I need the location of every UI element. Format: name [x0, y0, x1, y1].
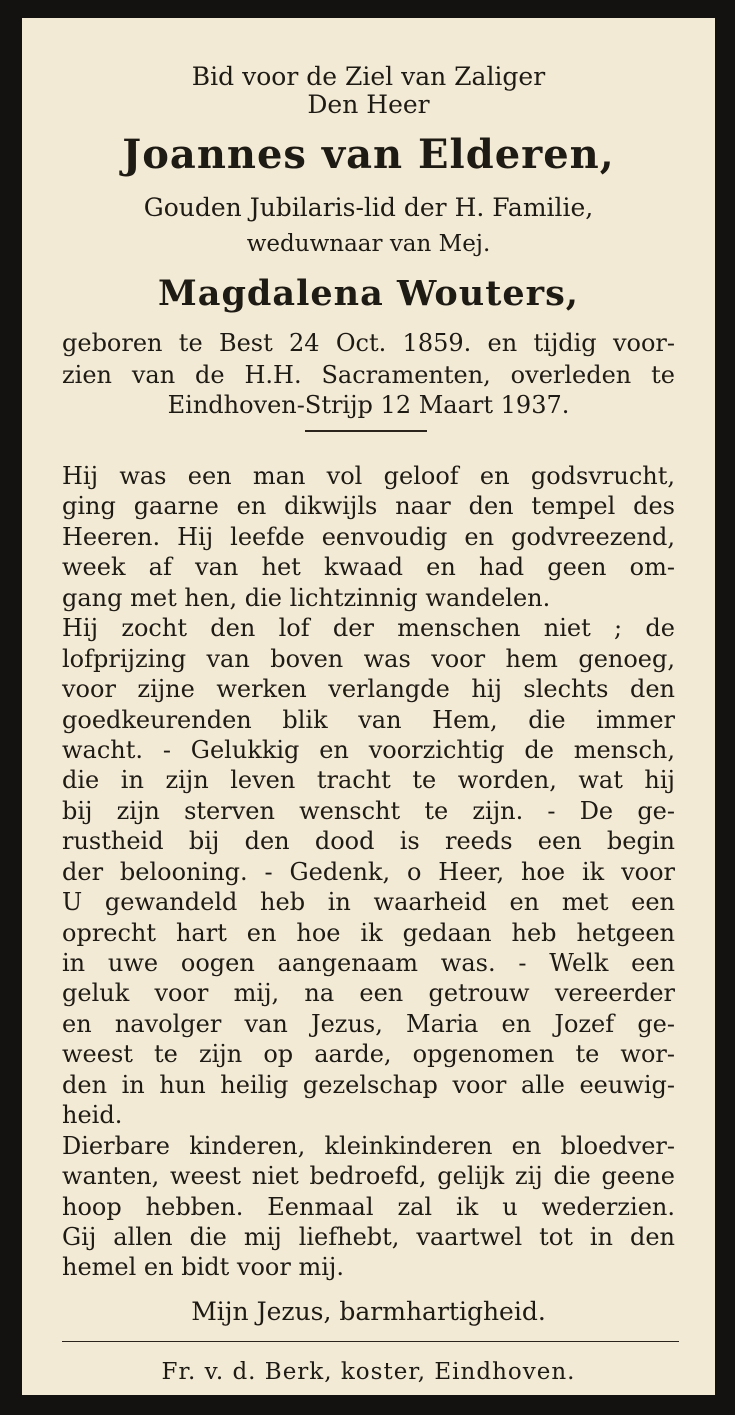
text-line: Dierbare kinderen, kleinkinderen en bloedver- [62, 1131, 675, 1160]
birth-line-3: Eindhoven-Strijp 12 Maart 1937. [167, 391, 570, 419]
widower-line: weduwnaar van Mej. [246, 231, 491, 257]
spouse-name: Magdalena Wouters, [158, 273, 579, 314]
meditation-text [62, 461, 675, 1283]
text-line: Hij zocht den lof der menschen niet ; de [62, 614, 675, 643]
text-line: lofprijzing van boven was voor hem genoeg, [62, 644, 675, 673]
text-line: wacht. - Gelukkig en voorzichtig de mensch, [62, 735, 675, 764]
deceased-name: Joannes van Elderen, [122, 131, 615, 178]
prayer-heading: Bid voor de Ziel van Zaliger [191, 62, 546, 91]
printer-credit: Fr. v. d. Berk, koster, Eindhoven. [161, 1359, 576, 1385]
text-line: ging gaarne en dikwijls naar den tempel des [62, 492, 675, 521]
text-line: geluk voor mij, na een getrouw vereerder [62, 979, 675, 1008]
divider-short [305, 430, 427, 432]
text-line: weest te zijn op aarde, opgenomen te wor- [62, 1040, 675, 1069]
role-line: Gouden Jubilaris-lid der H. Familie, [143, 193, 594, 222]
text-line: die in zijn leven tracht te worden, wat hij [62, 766, 675, 795]
text-line: Heeren. Hij leefde eenvoudig en godvreezend, [62, 522, 675, 551]
text-line: U gewandeld heb in waarheid en met een [62, 888, 675, 917]
birth-line-1: geboren te Best 24 Oct. 1859. en tijdig voor- [62, 329, 675, 357]
text-line: gang met hen, die lichtzinnig wandelen. [62, 583, 551, 612]
text-line: wanten, weest niet bedroefd, gelijk zij die geene [62, 1162, 675, 1191]
memorial-card [22, 18, 715, 1395]
text-line: voor zijne werken verlangde hij slechts den [62, 675, 675, 704]
title-heading: Den Heer [307, 90, 430, 119]
text-line: Hij was een man vol geloof en godsvrucht, [62, 462, 675, 490]
text-line: bij zijn sterven wenscht te zijn. - De ge- [62, 796, 675, 825]
text-line: hoop hebben. Eenmaal zal ik u wederzien. [62, 1192, 675, 1221]
text-line: Gij allen die mij liefhebt, vaartwel tot in den [62, 1222, 675, 1251]
text-line: hemel en bidt voor mij. [62, 1253, 344, 1282]
text-line: rustheid bij den dood is reeds een begin [62, 827, 675, 856]
text-line: week af van het kwaad en had geen om- [62, 553, 675, 582]
text-line: oprecht hart en hoe ik gedaan heb hetgeen [62, 918, 675, 947]
text-line: in uwe oogen aangenaam was. - Welk een [62, 949, 675, 977]
birth-line-2: zien van de H.H. Sacramenten, overleden te [62, 361, 675, 389]
text-line: der belooning. - Gedenk, o Heer, hoe ik voor [62, 857, 675, 886]
text-line: en navolger van Jezus, Maria en Jozef ge- [62, 1009, 675, 1038]
divider-long [62, 1341, 679, 1342]
text-line: goedkeurenden blik van Hem, die immer [62, 705, 675, 734]
text-line: den in hun heilig gezelschap voor alle eeuwig- [62, 1070, 675, 1099]
text-line: heid. [62, 1101, 123, 1130]
closing-prayer: Mijn Jezus, barmhartigheid. [191, 1297, 546, 1326]
